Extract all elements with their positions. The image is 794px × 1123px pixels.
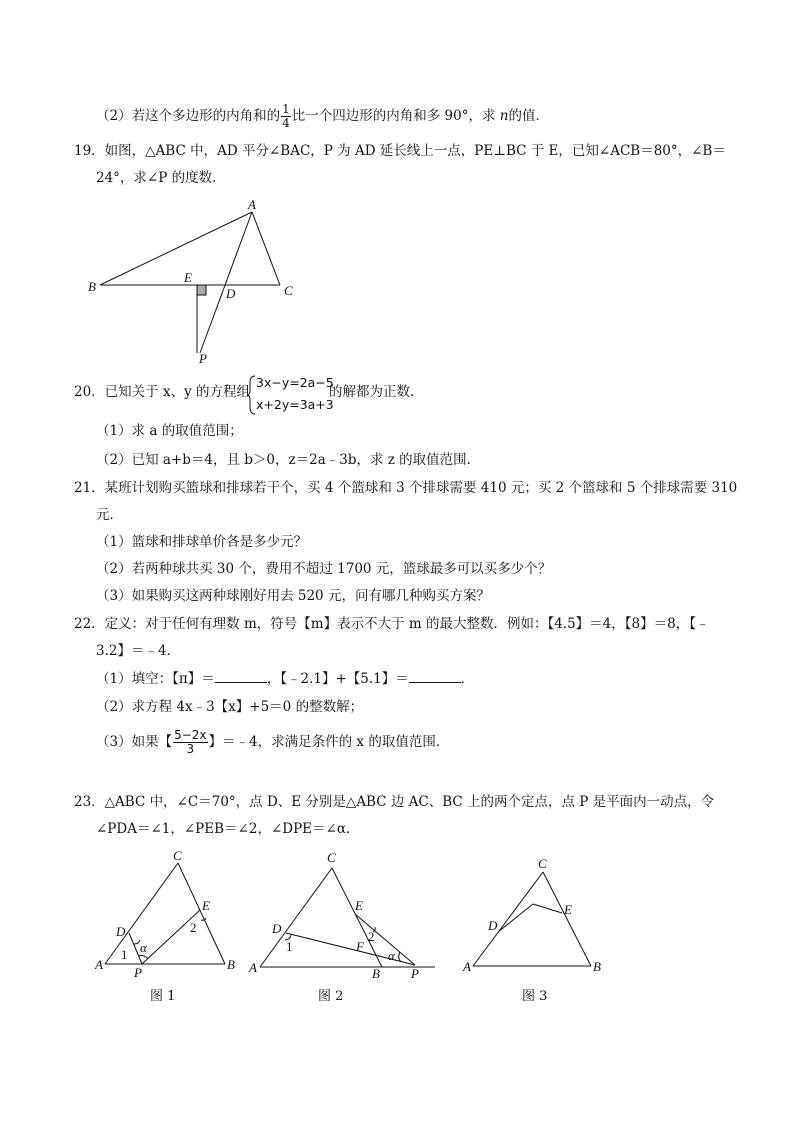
fig1-label-d: D	[116, 924, 126, 939]
fig2-angle-alpha: α	[388, 948, 395, 963]
q19-label-p: P	[199, 351, 207, 366]
fig3-label-d: D	[488, 918, 498, 933]
fig1-angle-1: 1	[121, 947, 128, 962]
fig1-label-c: C	[173, 848, 182, 863]
fig3-label-e: E	[564, 902, 572, 917]
q23-line2: ∠PDA＝∠1，∠PEB＝∠2，∠DPE＝∠α．	[96, 821, 360, 837]
fig1-angle-alpha: α	[140, 940, 147, 955]
q21-part3: （3）如果购买这两种球刚好用去 520 元，问有哪几种购买方案？	[96, 588, 490, 604]
q23-figure-3	[458, 848, 618, 978]
fig2-label-e: E	[355, 898, 363, 913]
q22-line1: 22．定义：对于任何有理数 m，符号【m】表示不大于 m 的最大整数．例如：【4.5】＝4，【8】＝8，【﹣	[74, 616, 710, 632]
q19-label-c: C	[284, 283, 293, 298]
fig1-label-b: B	[227, 957, 235, 972]
fig2-label-b: B	[372, 966, 380, 981]
q19-label-a: A	[248, 197, 256, 212]
q21-line1: 21．某班计划购买篮球和排球若干个，买 4 个篮球和 3 个排球需要 410 元；买 2 个篮球和 5 个排球需要 310	[74, 480, 738, 496]
q22-line2: 3.2】＝﹣4．	[96, 643, 181, 659]
q19-label-d: D	[226, 286, 236, 301]
fig2-label-a: A	[249, 960, 257, 975]
q19-label-e: E	[184, 270, 192, 285]
caption-figure-2: 图 2	[318, 989, 344, 1004]
q22-part1: （1）填空：【π】＝ ，【﹣2.1】+【5.1】＝ ．	[96, 668, 474, 689]
q21-line2: 元．	[96, 507, 123, 523]
q22-part2: （2）求方程 4x﹣3【x】+5＝0 的整数解；	[96, 699, 364, 715]
answer-blank-2[interactable]	[409, 668, 461, 683]
fig2-angle-1: 1	[286, 939, 293, 954]
fig2-label-p: P	[411, 966, 419, 981]
fig1-label-p: P	[134, 965, 142, 980]
fraction-5-2x-over-3: $\frac{5-2x}{3}$	[174, 728, 207, 756]
q23-line1: 23．△ABC 中，∠C＝70°，点 D、E 分别是△ABC 边 AC、BC 上的两个定点，点 P 是平面内一动点，令	[74, 794, 715, 810]
fig2-angle-2: 2	[368, 929, 375, 944]
q23-figure-2	[245, 848, 435, 981]
q19-label-b: B	[88, 279, 96, 294]
q21-part2: （2）若两种球共买 30 个，费用不超过 1700 元，篮球最多可以买多少个？	[96, 561, 552, 577]
q21-part1: （1）篮球和排球单价各是多少元？	[96, 534, 308, 550]
q19-figure	[80, 195, 380, 365]
q20-eq2: x+2y=3a+3	[256, 397, 334, 412]
answer-blank-1[interactable]	[215, 668, 267, 683]
q20-eq1: 3x−y=2a−5	[256, 375, 334, 390]
fig2-label-f: F	[356, 939, 364, 954]
q23-figure-1	[90, 848, 250, 978]
q20-lead: 20．已知关于 x、y 的方程组	[74, 384, 251, 400]
q19-line1: 19．如图，△ABC 中，AD 平分∠BAC，P 为 AD 延长线上一点，PE⊥BC 于 E，已知∠ACB＝80°，∠B＝	[74, 143, 726, 159]
q20-part2: （2）已知 a+b＝4，且 b＞0，z＝2a﹣3b，求 z 的取值范围．	[96, 452, 481, 468]
q22-part3: （3）如果【 $\frac{5-2x}{3}$ 】＝﹣4，求满足条件的 x 的取值范围．	[96, 728, 450, 756]
fig2-label-c: C	[327, 850, 336, 865]
fraction-quarter: $\frac{1}{4}$	[282, 102, 290, 130]
caption-figure-3: 图 3	[522, 989, 548, 1004]
fig1-label-a: A	[95, 957, 103, 972]
q20-tail: 的解都为正数．	[329, 384, 424, 400]
caption-figure-1: 图 1	[150, 989, 176, 1004]
fig1-angle-2: 2	[190, 920, 197, 935]
q19-line2: 24°，求∠P 的度数．	[96, 170, 226, 186]
q20-part1: （1）求 a 的取值范围；	[96, 423, 243, 439]
fig3-label-c: C	[538, 856, 547, 871]
fig3-label-b: B	[593, 959, 601, 974]
fig3-label-a: A	[463, 959, 471, 974]
q18-part2: （2）若这个多边形的内角和的 $\frac{1}{4}$ 比一个四边形的内角和多 90°，求 n的值．	[96, 102, 549, 130]
fig1-label-e: E	[202, 898, 210, 913]
fig2-label-d: D	[272, 921, 282, 936]
